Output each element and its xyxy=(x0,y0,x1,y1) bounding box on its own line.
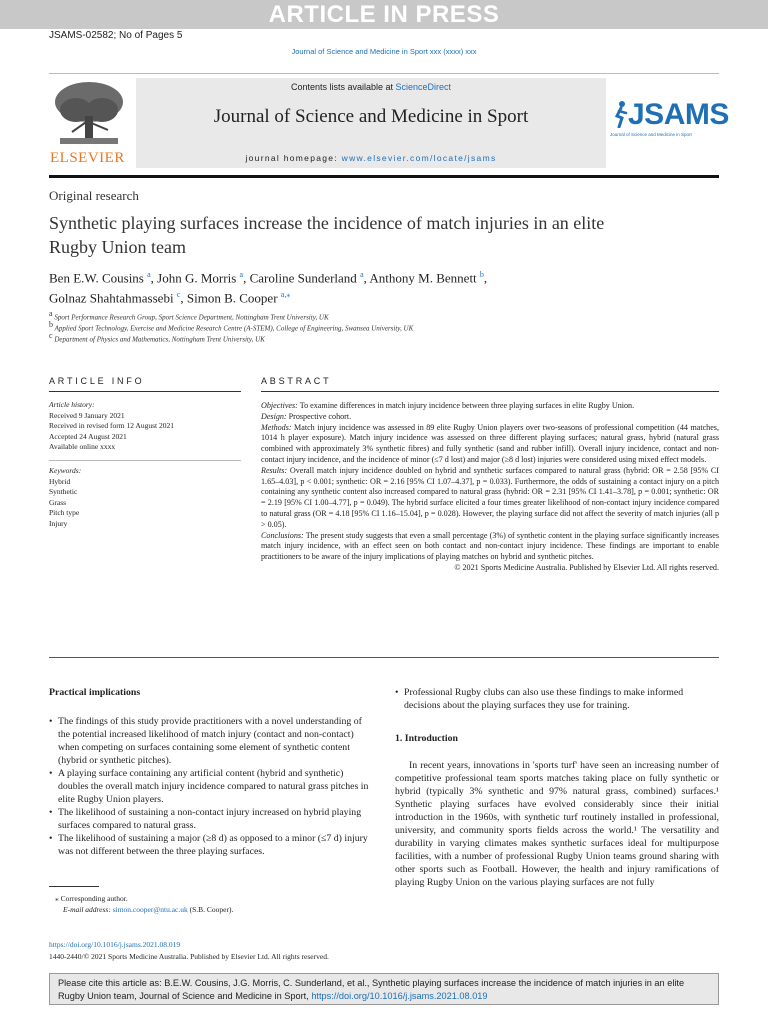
article-info-heading: ARTICLE INFO xyxy=(49,376,145,386)
introduction-paragraph: In recent years, innovations in 'sports turf' have seen an increasing number of competitive professional team sports matches taking place on fully synthetic or hybrid (typically 3% synthetic and 97% natural grass, combined) surfaces.¹ Synthetic playing surfaces have evolved considerably since their initial introduction in the 1960s, with synthetic turf routinely installed in professional, university, and community sports fields across the world.¹ The versatility and durability in varying climates makes synthetic surfaces ideal for multipurpose facilities, with a number of professional Rugby Union teams ground sharing with other sports such as Football. However, the health and injury ramifications of playing Rugby Union on the various playing surfaces are not fully xyxy=(395,760,719,888)
abstract-copyright: © 2021 Sports Medicine Australia. Published by Elsevier Ltd. All rights reserved. xyxy=(454,562,719,572)
abstract-heading: ABSTRACT xyxy=(261,376,332,386)
email-suffix: (S.B. Cooper). xyxy=(187,905,234,914)
corresponding-author-note: ⁎ Corresponding author. xyxy=(55,894,128,903)
authors-line-1: Ben E.W. Cousins $^a$, John G. Morris $^a$, Caroline Sunderland $^a$, Anthony M. Bennett $^b$, xyxy=(49,270,488,286)
article-history xyxy=(49,400,174,453)
keywords-label: Keywords: xyxy=(49,466,82,475)
objectives-label: Objectives: xyxy=(261,401,298,410)
elsevier-wordmark: ELSEVIER xyxy=(50,150,125,166)
results-text: Overall match injury incidence doubled on hybrid and synthetic surfaces compared to natural grass (hybrid: OR = 2.58 [95% CI 1.65–4.03], p < 0.001; synthetic: OR = 2.16 [95% CI 1.07–4.37], p = 0.033). Furthermore, the odds of sustaining a contact injury on a pitch containing any synthetic content also increased compared to natural grass (hybrid: OR = 2.31 [95% CI 1.41–3.78], p = 0.001; synthetic: OR = 2.19 [95% CI 1.00–4.77], p = 0.049). The hybrid surface elicited a four times greater likelihood of non-contact injury incidence compared to natural grass (OR = 4.18 [95% CI 1.16–15.04], p = 0.028). However, the playing surface did not affect the severity of match injuries (all p > 0.05). xyxy=(261,465,719,529)
citation-box xyxy=(49,973,719,1005)
keyword: Injury xyxy=(49,518,68,528)
journal-title: Journal of Science and Medicine in Sport xyxy=(213,106,529,127)
left-column xyxy=(49,686,372,858)
article-title: Synthetic playing surfaces increase the incidence of match injuries in an elite Rugby Union team xyxy=(49,213,605,257)
article-in-press-banner: ARTICLE IN PRESS xyxy=(0,0,768,29)
history-item: Accepted 24 August 2021 xyxy=(49,431,127,441)
authors-line-2: Golnaz Shahtahmassebi $^c$, Simon B. Cooper $^{a,⁎}$ xyxy=(49,290,291,306)
article-history-label: Article history: xyxy=(49,400,95,409)
journal-homepage xyxy=(136,153,606,163)
abstract-methods xyxy=(261,423,719,466)
author-list xyxy=(49,266,689,307)
abstract-conclusions xyxy=(261,531,719,563)
author: Golnaz Shahtahmassebi xyxy=(49,290,174,306)
author: Caroline Sunderland xyxy=(249,270,357,286)
list-item: • The likelihood of sustaining a major (≥8 d) as opposed to a minor (≤7 d) injury was not different between the three playing surfaces. xyxy=(49,832,372,858)
list-item: • The findings of this study provide practitioners with a novel understanding of the potential increased likelihood of match injury (contact and non-contact) when competing on surfaces containing some element of synthetic content (hybrid or synthetic pitches). xyxy=(49,715,372,767)
conclusions-label: Conclusions: xyxy=(261,530,304,540)
keywords xyxy=(49,466,81,529)
affiliation-marker[interactable]: a,⁎ xyxy=(280,290,291,300)
keyword: Grass xyxy=(49,497,67,507)
keywords-rule xyxy=(49,460,241,461)
practical-implications-heading: Practical implications xyxy=(49,687,141,698)
list-item: • The likelihood of sustaining a non-contact injury increased on hybrid playing surfaces compared to natural grass. xyxy=(49,806,372,832)
jsams-runner-icon xyxy=(610,100,630,128)
keyword: Hybrid xyxy=(49,476,71,486)
homepage-prefix: journal homepage: xyxy=(245,153,342,163)
jsams-logo-subtitle: Journal of Science and Medicine in Sport xyxy=(610,132,692,137)
doi-block xyxy=(49,939,329,963)
affiliation-letter: a xyxy=(49,309,53,318)
affiliation-marker[interactable]: a xyxy=(360,270,364,279)
masthead-bottom-rule xyxy=(49,175,719,178)
email-label: E-mail address: xyxy=(63,905,113,914)
masthead-top-rule xyxy=(49,73,719,74)
affiliation-text: Sport Performance Research Group, Sport Science Department, Nottingham Trent University, UK xyxy=(54,313,329,322)
history-item: Available online xxxx xyxy=(49,442,116,451)
author: Anthony M. Bennett xyxy=(369,270,477,286)
abstract-objectives xyxy=(261,401,719,412)
author: Simon B. Cooper xyxy=(186,290,278,306)
journal-citation-link[interactable]: Journal of Science and Medicine in Sport xxx (xxxx) xxx xyxy=(291,47,477,56)
elsevier-tree-icon xyxy=(50,80,128,150)
affiliation-marker[interactable]: a xyxy=(147,270,151,279)
list-item: • Professional Rugby clubs can also use these findings to make informed decisions about the playing surfaces they use for training. xyxy=(395,686,719,712)
footnote xyxy=(49,893,379,915)
affiliation-marker[interactable]: b xyxy=(479,270,484,279)
abstract-body xyxy=(261,401,719,574)
article-info-rule xyxy=(49,391,241,392)
affiliation-marker[interactable]: c xyxy=(176,290,181,300)
footnote-rule xyxy=(49,886,99,887)
right-column xyxy=(395,686,719,889)
affiliation-text: Applied Sport Technology, Exercise and Medicine Research Centre (A-STEM), College of Engineering, Swansea University, UK xyxy=(54,324,414,333)
abstract-rule xyxy=(261,391,719,392)
email-line xyxy=(49,904,379,915)
jsams-logo-text: JSAMS xyxy=(628,98,729,131)
doi-link[interactable]: https://doi.org/10.1016/j.jsams.2021.08.019 xyxy=(49,940,181,949)
affiliation-letter: c xyxy=(49,331,53,340)
affiliation-marker[interactable]: a xyxy=(239,270,244,279)
results-label: Results: xyxy=(261,465,288,475)
history-item: Received in revised form 12 August 2021 xyxy=(49,421,174,430)
design-text: Prospective cohort. xyxy=(286,411,352,421)
homepage-link[interactable]: www.elsevier.com/locate/jsams xyxy=(341,153,497,163)
email-link[interactable]: simon.cooper@ntu.ac.uk xyxy=(112,905,188,914)
practical-implications-list-cont xyxy=(395,686,719,712)
keyword: Pitch type xyxy=(49,508,80,517)
introduction-heading: 1. Introduction xyxy=(395,733,458,744)
affiliation-c xyxy=(49,331,265,343)
methods-label: Methods: xyxy=(261,422,292,432)
issn-line: 1440-2440/© 2021 Sports Medicine Australia. Published by Elsevier Ltd. All rights reserved. xyxy=(49,952,329,961)
methods-text: Match injury incidence was assessed in 89 elite Rugby Union players over two-seasons of professional competition (44 matches, 1014 h player exposure). Match injury incidence was assessed on three different playing surfaces; natural grass, hybrid (natural grass combined with approximately 3% synthetic fibres) and fully synthetic (sand and rubber infill). Overall injury incidence, contact and non-contact injury incidence, and the incidence of minor (≤7 d lost) and major (≥8 d lost) injuries were considered using mixed effect models. xyxy=(261,422,719,464)
abstract-results xyxy=(261,466,719,531)
sciencedirect-link[interactable]: ScienceDirect xyxy=(395,82,452,92)
design-label: Design: xyxy=(261,411,287,421)
list-item: • A playing surface containing any artificial content (hybrid and synthetic) doubles the overall match injury incidence compared to natural grass pitches in elite Rugby Union players. xyxy=(49,767,372,806)
keyword: Synthetic xyxy=(49,487,78,496)
contents-prefix: Contents lists available at xyxy=(290,82,396,92)
affiliation-letter: b xyxy=(49,320,53,329)
practical-implications-list xyxy=(49,715,372,858)
abstract-design xyxy=(261,412,719,423)
conclusions-text: The present study suggests that even a small percentage (3%) of synthetic content in the playing surface significantly increases match injury incidence, with an effect seen on both contact and non-contact injury incidence. These findings are important to enable practitioners to be aware of the injury implications of playing matches on hybrid and synthetic pitches. xyxy=(261,530,719,562)
section-divider xyxy=(49,657,719,658)
affiliation-text: Department of Physics and Mathematics, Nottingham Trent University, UK xyxy=(54,335,265,344)
history-item: Received 9 January 2021 xyxy=(49,410,125,420)
citation-text: Please cite this article as: B.E.W. Cousins, J.G. Morris, C. Sunderland, et al., Synthetic playing surfaces increase the incidence of match injuries in an elite Rugby Union team, Journal of Science and Medicine in Sport, xyxy=(58,978,685,1001)
author: Ben E.W. Cousins xyxy=(49,270,144,286)
objectives-text: To examine differences in match injury incidence between three playing surfaces in elite Rugby Union. xyxy=(297,401,635,410)
article-type: Original research xyxy=(49,188,139,203)
citation-doi-link[interactable]: https://doi.org/10.1016/j.jsams.2021.08.019 xyxy=(311,991,488,1001)
manuscript-ref: JSAMS-02582; No of Pages 5 xyxy=(49,30,183,41)
contents-line xyxy=(136,82,606,92)
author: John G. Morris xyxy=(157,270,237,286)
